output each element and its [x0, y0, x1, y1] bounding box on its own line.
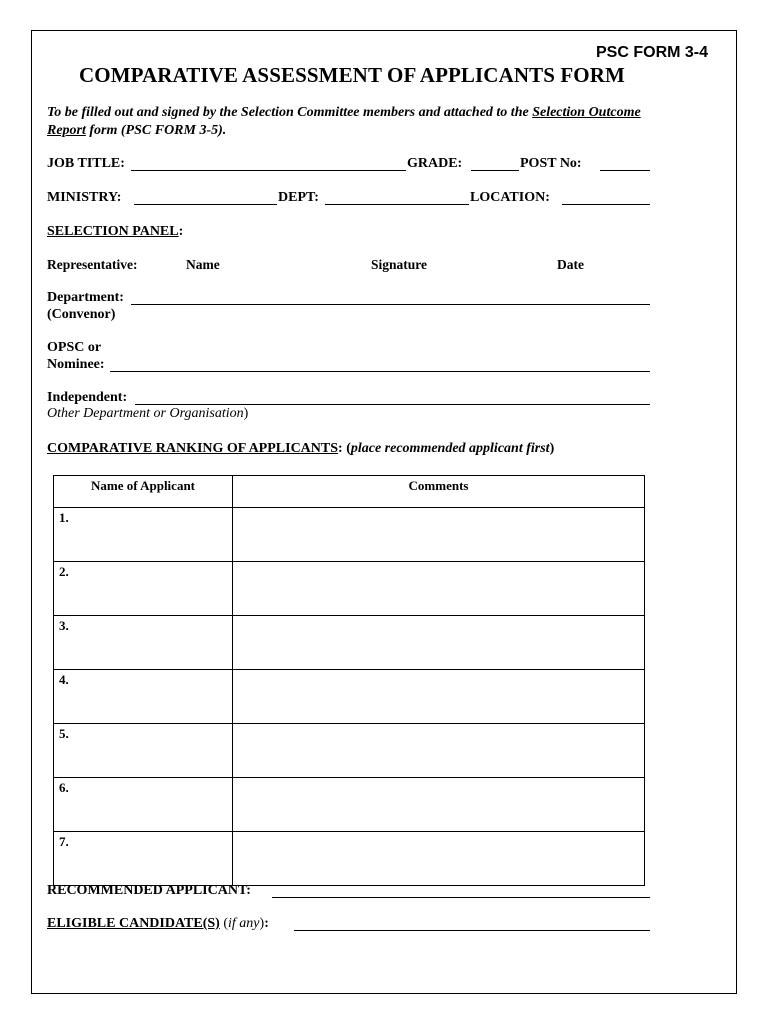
- comments-cell[interactable]: [233, 508, 645, 562]
- location-field[interactable]: [562, 204, 650, 205]
- ministry-field[interactable]: [134, 204, 277, 205]
- intro-link-report: Report: [47, 123, 86, 138]
- ranking-table: [53, 475, 645, 886]
- table-row: [54, 616, 645, 670]
- applicant-name-cell[interactable]: 1.: [54, 508, 233, 562]
- intro-line1: To be filled out and signed by the Selection Committee members and attached to the: [47, 105, 533, 120]
- independent-note: [47, 406, 248, 422]
- department-field[interactable]: [131, 304, 650, 305]
- selection-panel-title: SELECTION PANEL: [47, 224, 179, 239]
- dept-field[interactable]: [325, 204, 469, 205]
- table-row: [54, 508, 645, 562]
- comments-cell[interactable]: [233, 562, 645, 616]
- name-column-label: Name: [186, 257, 220, 272]
- form-title: COMPARATIVE ASSESSMENT OF APPLICANTS FORM: [79, 63, 625, 87]
- post-no-label: POST No:: [520, 156, 582, 171]
- department-label: Department:: [47, 290, 124, 305]
- comments-cell[interactable]: [233, 670, 645, 724]
- ranking-table-header: [54, 476, 645, 508]
- dept-label: DEPT:: [278, 190, 319, 205]
- signature-column-label: Signature: [371, 257, 428, 272]
- recommended-applicant-label: RECOMMENDED APPLICANT:: [47, 883, 251, 898]
- table-row: [54, 562, 645, 616]
- eligible-candidates-label: ELIGIBLE CANDIDATE(S) (if any):: [47, 916, 269, 931]
- ministry-label: MINISTRY:: [47, 190, 122, 205]
- independent-note-text: Other Department or Organisation: [47, 406, 244, 421]
- form-number: PSC FORM 3-4: [596, 44, 709, 61]
- post-no-field[interactable]: [600, 170, 650, 171]
- grade-label: GRADE:: [407, 156, 463, 171]
- intro-link-selection-outcome: Selection Outcome: [532, 105, 641, 120]
- opsc-label-line1: OPSC or: [47, 340, 102, 355]
- table-row: [54, 670, 645, 724]
- applicant-name-cell[interactable]: 4.: [54, 670, 233, 724]
- ranking-heading: [47, 441, 554, 457]
- ranking-heading-colon: : (: [338, 441, 351, 456]
- date-column-label: Date: [557, 257, 584, 272]
- convenor-label: (Convenor): [47, 307, 116, 322]
- comments-cell[interactable]: [233, 616, 645, 670]
- applicant-name-cell[interactable]: 6.: [54, 778, 233, 832]
- comments-cell[interactable]: [233, 724, 645, 778]
- applicant-name-cell[interactable]: 7.: [54, 832, 233, 886]
- representative-column-label: Representative:: [47, 257, 138, 272]
- table-row: [54, 778, 645, 832]
- independent-label: Independent:: [47, 390, 128, 405]
- eligible-candidates-colon: :: [264, 916, 269, 931]
- job-title-label: JOB TITLE:: [47, 156, 125, 171]
- comments-cell[interactable]: [233, 778, 645, 832]
- ranking-heading-note: place recommended applicant first: [350, 441, 550, 456]
- recommended-applicant-field[interactable]: [272, 897, 650, 898]
- ranking-heading-close: ): [549, 441, 555, 456]
- selection-panel-colon: :: [178, 224, 184, 239]
- opsc-nominee-field[interactable]: [110, 371, 650, 372]
- applicant-name-cell[interactable]: 2.: [54, 562, 233, 616]
- name-of-applicant-header: Name of Applicant: [54, 476, 233, 508]
- applicant-name-cell[interactable]: 3.: [54, 616, 233, 670]
- table-row: [54, 832, 645, 886]
- grade-field[interactable]: [471, 170, 519, 171]
- intro-line2: form (PSC FORM 3-5).: [85, 123, 227, 138]
- independent-field[interactable]: [135, 404, 650, 405]
- eligible-candidates-title: ELIGIBLE CANDIDATE(S): [47, 916, 220, 931]
- comments-header: Comments: [233, 476, 645, 508]
- applicant-name-cell[interactable]: 5.: [54, 724, 233, 778]
- independent-note-close: ): [243, 406, 249, 421]
- eligible-candidates-note: if any: [228, 916, 260, 931]
- comments-cell[interactable]: [233, 832, 645, 886]
- table-row: [54, 724, 645, 778]
- eligible-candidates-field[interactable]: [294, 930, 650, 931]
- location-label: LOCATION:: [470, 190, 550, 205]
- job-title-field[interactable]: [131, 170, 406, 171]
- selection-panel-heading: [47, 224, 183, 240]
- opsc-label-line2: Nominee:: [47, 357, 105, 372]
- intro-text: [47, 104, 641, 140]
- ranking-heading-title: COMPARATIVE RANKING OF APPLICANTS: [47, 441, 339, 456]
